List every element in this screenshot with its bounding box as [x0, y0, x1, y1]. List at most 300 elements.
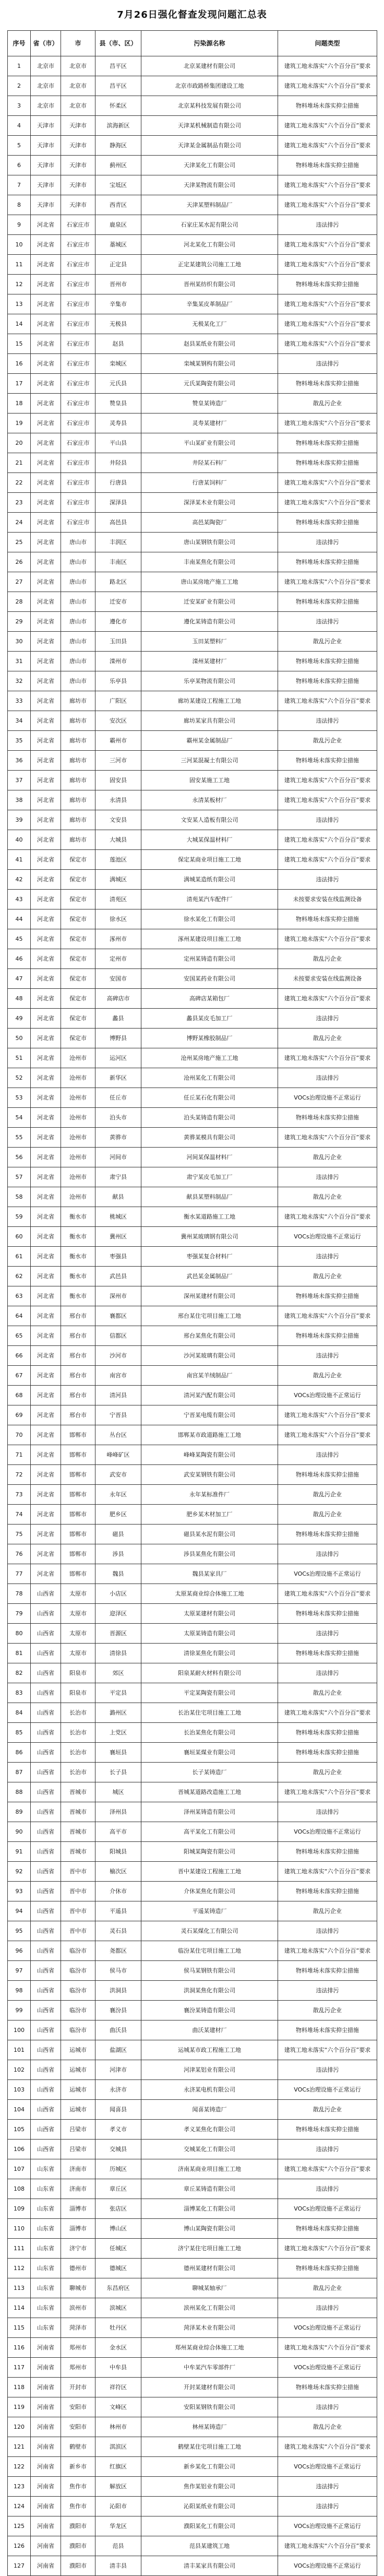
cell-city: 吕梁市 — [61, 2120, 95, 2140]
cell-issue-type: 建筑工地未落实“六个百分百”要求 — [278, 116, 377, 136]
cell-province: 河北省 — [31, 294, 61, 314]
table-row — [8, 1941, 377, 1961]
cell-county: 红旗区 — [95, 2457, 141, 2477]
cell-issue-type: 违法排污 — [278, 533, 377, 552]
cell-index: 3 — [8, 96, 31, 116]
cell-county: 信都区 — [95, 1326, 141, 1346]
cell-province: 河北省 — [31, 533, 61, 552]
table-row — [8, 2159, 377, 2179]
cell-index: 114 — [8, 2298, 31, 2318]
cell-city: 唐山市 — [61, 572, 95, 592]
cell-issue-type: VOCs治理设施不正常运行 — [278, 2318, 377, 2338]
cell-issue-type: 违法排污 — [278, 1624, 377, 1644]
cell-index: 78 — [8, 1584, 31, 1604]
table-row — [8, 989, 377, 1009]
cell-pollution-source: 北京某建材有限公司 — [141, 56, 278, 76]
table-row — [8, 1564, 377, 1584]
table-row — [8, 691, 377, 711]
cell-index: 15 — [8, 334, 31, 354]
cell-issue-type: 违法排污 — [278, 612, 377, 632]
cell-county: 栾城区 — [95, 354, 141, 374]
cell-city: 太原市 — [61, 1584, 95, 1604]
cell-city: 唐山市 — [61, 552, 95, 572]
table-row — [8, 1326, 377, 1346]
cell-county: 肃宁县 — [95, 1167, 141, 1187]
cell-index: 97 — [8, 1961, 31, 1981]
cell-county: 赵县 — [95, 334, 141, 354]
cell-province: 山西省 — [31, 1743, 61, 1763]
cell-province: 河北省 — [31, 1505, 61, 1525]
cell-county: 正定县 — [95, 255, 141, 275]
table-row — [8, 334, 377, 354]
cell-pollution-source: 天津某化工有限公司 — [141, 156, 278, 175]
cell-county: 永济市 — [95, 2080, 141, 2100]
cell-province: 河北省 — [31, 1167, 61, 1187]
table-row — [8, 1029, 377, 1048]
cell-city: 阳泉市 — [61, 1663, 95, 1683]
cell-county: 路北区 — [95, 572, 141, 592]
cell-county: 灵寿县 — [95, 413, 141, 433]
table-row — [8, 1862, 377, 1882]
cell-province: 河北省 — [31, 552, 61, 572]
cell-pollution-source: 枣强某复合材料厂 — [141, 1247, 278, 1267]
cell-index: 4 — [8, 116, 31, 136]
cell-province: 山东省 — [31, 2159, 61, 2179]
cell-province: 山西省 — [31, 1782, 61, 1802]
cell-county: 林州市 — [95, 2417, 141, 2437]
cell-county: 广阳区 — [95, 691, 141, 711]
cell-city: 太原市 — [61, 1604, 95, 1624]
cell-city: 太原市 — [61, 1624, 95, 1644]
cell-county: 霸州市 — [95, 731, 141, 751]
cell-pollution-source: 德州某建材有限公司 — [141, 2259, 278, 2278]
cell-issue-type: 物料堆场未落实抑尘措施 — [278, 1842, 377, 1862]
cell-county: 长子县 — [95, 1763, 141, 1782]
cell-index: 116 — [8, 2338, 31, 2358]
cell-issue-type: 散乱污企业 — [278, 2100, 377, 2120]
cell-province: 河南省 — [31, 2556, 61, 2576]
cell-province: 河南省 — [31, 2497, 61, 2516]
cell-pollution-source: 迁安某矿业有限公司 — [141, 592, 278, 612]
cell-city: 濮阳市 — [61, 2556, 95, 2576]
cell-province: 山西省 — [31, 1981, 61, 2001]
cell-city: 石家庄市 — [61, 374, 95, 394]
table-row — [8, 175, 377, 195]
cell-city: 安阳市 — [61, 2397, 95, 2417]
cell-city: 唐山市 — [61, 533, 95, 552]
cell-city: 晋中市 — [61, 1862, 95, 1882]
cell-index: 24 — [8, 513, 31, 533]
cell-issue-type: VOCs治理设施不正常运行 — [278, 1386, 377, 1405]
cell-pollution-source: 济南某商业项目施工工地 — [141, 2159, 278, 2179]
cell-province: 山西省 — [31, 1644, 61, 1663]
cell-county: 文峰区 — [95, 2397, 141, 2417]
cell-pollution-source: 河津某铝业有限公司 — [141, 2060, 278, 2080]
cell-city: 北京市 — [61, 96, 95, 116]
table-row — [8, 2298, 377, 2318]
cell-province: 山西省 — [31, 1901, 61, 1921]
table-row — [8, 56, 377, 76]
cell-index: 63 — [8, 1286, 31, 1306]
cell-pollution-source: 平遥某铸造厂 — [141, 1901, 278, 1921]
cell-province: 河北省 — [31, 830, 61, 850]
cell-province: 山东省 — [31, 2199, 61, 2219]
table-row — [8, 1822, 377, 1842]
cell-city: 石家庄市 — [61, 433, 95, 453]
cell-province: 河北省 — [31, 969, 61, 989]
cell-pollution-source: 襄垣某煤业有限公司 — [141, 1743, 278, 1763]
cell-county: 玉田县 — [95, 632, 141, 652]
cell-city: 邢台市 — [61, 1386, 95, 1405]
cell-county: 曲沃县 — [95, 2020, 141, 2040]
cell-issue-type: 建筑工地未落实“六个百分百”要求 — [278, 1207, 377, 1227]
cell-pollution-source: 井陉某石料厂 — [141, 453, 278, 473]
cell-county: 安次区 — [95, 711, 141, 731]
cell-city: 运城市 — [61, 2100, 95, 2120]
cell-county: 新华区 — [95, 1068, 141, 1088]
cell-county: 盐湖区 — [95, 2040, 141, 2060]
cell-county: 高平市 — [95, 1822, 141, 1842]
cell-county: 灵石县 — [95, 1921, 141, 1941]
cell-issue-type: 建筑工地未落实“六个百分百”要求 — [278, 1782, 377, 1802]
cell-pollution-source: 唐山某钢铁有限公司 — [141, 533, 278, 552]
cell-issue-type: 建筑工地未落实“六个百分百”要求 — [278, 136, 377, 156]
cell-pollution-source: 衡水某道路施工工地 — [141, 1207, 278, 1227]
cell-province: 河北省 — [31, 652, 61, 671]
cell-county: 西青区 — [95, 195, 141, 215]
cell-pollution-source: 廊坊某建设工程施工工地 — [141, 691, 278, 711]
cell-county: 上党区 — [95, 1723, 141, 1743]
cell-city: 廊坊市 — [61, 810, 95, 830]
cell-index: 109 — [8, 2199, 31, 2219]
cell-province: 山东省 — [31, 2179, 61, 2199]
cell-county: 任城区 — [95, 2239, 141, 2259]
cell-index: 85 — [8, 1723, 31, 1743]
cell-pollution-source: 曲沃某建材厂 — [141, 2020, 278, 2040]
cell-city: 邯郸市 — [61, 1564, 95, 1584]
cell-province: 河北省 — [31, 1525, 61, 1544]
table-row — [8, 1267, 377, 1286]
cell-county: 博野县 — [95, 1029, 141, 1048]
cell-city: 晋城市 — [61, 1782, 95, 1802]
cell-pollution-source: 沧州某化工有限公司 — [141, 1068, 278, 1088]
cell-county: 孝义市 — [95, 2120, 141, 2140]
cell-index: 104 — [8, 2100, 31, 2120]
cell-issue-type: 建筑工地未落实“六个百分百”要求 — [278, 850, 377, 870]
cell-province: 河北省 — [31, 1009, 61, 1029]
cell-issue-type: 违法排污 — [278, 711, 377, 731]
cell-city: 保定市 — [61, 989, 95, 1009]
cell-province: 河北省 — [31, 255, 61, 275]
cell-pollution-source: 泽州某铸造有限公司 — [141, 1802, 278, 1822]
cell-province: 天津市 — [31, 175, 61, 195]
cell-index: 94 — [8, 1901, 31, 1921]
cell-city: 天津市 — [61, 116, 95, 136]
cell-index: 80 — [8, 1624, 31, 1644]
cell-pollution-source: 固安某施工工地 — [141, 771, 278, 790]
page-title: 7月26日强化督查发现问题汇总表 — [117, 9, 267, 20]
cell-province: 山东省 — [31, 2278, 61, 2298]
cell-pollution-source: 北京某科技发展有限公司 — [141, 96, 278, 116]
cell-pollution-source: 行唐某饲料厂 — [141, 473, 278, 493]
cell-index: 10 — [8, 235, 31, 255]
cell-province: 河北省 — [31, 691, 61, 711]
cell-pollution-source: 长治某焦化有限公司 — [141, 1723, 278, 1743]
cell-issue-type: 建筑工地未落实“六个百分百”要求 — [278, 195, 377, 215]
cell-county: 固安县 — [95, 771, 141, 790]
cell-index: 51 — [8, 1048, 31, 1068]
cell-city: 濮阳市 — [61, 2536, 95, 2556]
cell-pollution-source: 玉田某塑料厂 — [141, 632, 278, 652]
cell-province: 河北省 — [31, 870, 61, 890]
table-row — [8, 2278, 377, 2298]
cell-pollution-source: 涿州某建设项目施工工地 — [141, 929, 278, 949]
table-row — [8, 2140, 377, 2159]
cell-city: 长治市 — [61, 1723, 95, 1743]
cell-province: 山西省 — [31, 1604, 61, 1624]
cell-county: 安国市 — [95, 969, 141, 989]
cell-index: 93 — [8, 1882, 31, 1901]
cell-pollution-source: 乐亭某物流有限公司 — [141, 671, 278, 691]
cell-pollution-source: 唐山某房地产施工工地 — [141, 572, 278, 592]
cell-city: 沧州市 — [61, 1187, 95, 1207]
cell-city: 滨州市 — [61, 2298, 95, 2318]
cell-province: 山西省 — [31, 2040, 61, 2060]
cell-pollution-source: 晋城某道路改造施工工地 — [141, 1782, 278, 1802]
table-row — [8, 2358, 377, 2378]
cell-index: 99 — [8, 2001, 31, 2020]
cell-county: 涿州市 — [95, 929, 141, 949]
cell-province: 河北省 — [31, 215, 61, 235]
cell-county: 清河县 — [95, 1386, 141, 1405]
cell-city: 保定市 — [61, 969, 95, 989]
cell-issue-type: 散乱污企业 — [278, 1683, 377, 1703]
cell-index: 65 — [8, 1326, 31, 1346]
table-row — [8, 1763, 377, 1782]
cell-pollution-source: 平定某陶瓷有限公司 — [141, 1683, 278, 1703]
cell-issue-type: 建筑工地未落实“六个百分百”要求 — [278, 76, 377, 96]
cell-index: 42 — [8, 870, 31, 890]
table-row — [8, 2318, 377, 2338]
table-row — [8, 1167, 377, 1187]
table-row — [8, 473, 377, 493]
cell-pollution-source: 武邑某金属制品厂 — [141, 1267, 278, 1286]
cell-pollution-source: 三河某混凝土有限公司 — [141, 751, 278, 771]
table-row — [8, 671, 377, 691]
cell-city: 邢台市 — [61, 1326, 95, 1346]
cell-issue-type: 建筑工地未落实“六个百分百”要求 — [278, 314, 377, 334]
table-row — [8, 294, 377, 314]
cell-index: 75 — [8, 1525, 31, 1544]
cell-city: 濮阳市 — [61, 2516, 95, 2536]
cell-issue-type: 散乱污企业 — [278, 1029, 377, 1048]
cell-county: 迎泽区 — [95, 1604, 141, 1624]
cell-issue-type: 散乱污企业 — [278, 1505, 377, 1525]
cell-index: 30 — [8, 632, 31, 652]
cell-province: 河北省 — [31, 592, 61, 612]
cell-city: 北京市 — [61, 76, 95, 96]
table-row — [8, 2120, 377, 2140]
cell-county: 中牟县 — [95, 2358, 141, 2378]
table-row — [8, 949, 377, 969]
cell-pollution-source: 黄骅某模具有限公司 — [141, 1128, 278, 1148]
table-row — [8, 1604, 377, 1624]
cell-index: 77 — [8, 1564, 31, 1584]
cell-province: 河北省 — [31, 394, 61, 413]
cell-city: 长治市 — [61, 1763, 95, 1782]
table-row — [8, 2477, 377, 2497]
cell-city: 石家庄市 — [61, 334, 95, 354]
cell-county: 高碑店市 — [95, 989, 141, 1009]
cell-issue-type: 建筑工地未落实“六个百分百”要求 — [278, 294, 377, 314]
cell-index: 52 — [8, 1068, 31, 1088]
cell-index: 47 — [8, 969, 31, 989]
table-row — [8, 929, 377, 949]
cell-pollution-source: 永清某板材厂 — [141, 790, 278, 810]
cell-county: 滨海新区 — [95, 116, 141, 136]
cell-index: 68 — [8, 1386, 31, 1405]
cell-province: 山东省 — [31, 2298, 61, 2318]
cell-pollution-source: 阳城某陶瓷有限公司 — [141, 1842, 278, 1862]
cell-county: 文安县 — [95, 810, 141, 830]
table-row — [8, 116, 377, 136]
table-row — [8, 2536, 377, 2556]
table-row — [8, 2179, 377, 2199]
table-row — [8, 275, 377, 294]
cell-pollution-source: 太原某铸造有限公司 — [141, 1624, 278, 1644]
table-row — [8, 1525, 377, 1544]
cell-issue-type: 建筑工地未落实“六个百分百”要求 — [278, 2338, 377, 2358]
cell-issue-type: 物料堆场未落实抑尘措施 — [278, 2259, 377, 2278]
table-row — [8, 1366, 377, 1386]
cell-issue-type: 建筑工地未落实“六个百分百”要求 — [278, 1048, 377, 1068]
cell-county: 晋源区 — [95, 1624, 141, 1644]
cell-issue-type: 违法排污 — [278, 1921, 377, 1941]
cell-pollution-source: 范县某建筑工地 — [141, 2536, 278, 2556]
cell-city: 石家庄市 — [61, 394, 95, 413]
cell-county: 丰润区 — [95, 533, 141, 552]
cell-pollution-source: 徐水某化工有限公司 — [141, 909, 278, 929]
cell-issue-type: 物料堆场未落实抑尘措施 — [278, 1465, 377, 1485]
cell-index: 86 — [8, 1743, 31, 1763]
cell-index: 16 — [8, 354, 31, 374]
cell-index: 90 — [8, 1822, 31, 1842]
table-row — [8, 1405, 377, 1425]
cell-county: 介休市 — [95, 1882, 141, 1901]
cell-pollution-source: 博山某陶瓷有限公司 — [141, 2219, 278, 2239]
cell-province: 山西省 — [31, 1921, 61, 1941]
cell-issue-type: 散乱污企业 — [278, 1187, 377, 1207]
cell-city: 晋中市 — [61, 1882, 95, 1901]
table-row — [8, 2417, 377, 2437]
cell-index: 45 — [8, 929, 31, 949]
table-row — [8, 552, 377, 572]
cell-pollution-source: 灵石某煤化工有限公司 — [141, 1921, 278, 1941]
cell-index: 58 — [8, 1187, 31, 1207]
cell-index: 14 — [8, 314, 31, 334]
cell-pollution-source: 文安某人造板有限公司 — [141, 810, 278, 830]
cell-county: 宁晋县 — [95, 1405, 141, 1425]
cell-city: 临汾市 — [61, 2001, 95, 2020]
table-row — [8, 1505, 377, 1525]
cell-pollution-source: 石家庄某水泥有限公司 — [141, 215, 278, 235]
cell-issue-type: 建筑工地未落实“六个百分百”要求 — [278, 56, 377, 76]
cell-city: 吕梁市 — [61, 2140, 95, 2159]
cell-index: 81 — [8, 1644, 31, 1663]
cell-county: 泊头市 — [95, 1108, 141, 1128]
cell-city: 天津市 — [61, 136, 95, 156]
cell-issue-type: 散乱污企业 — [278, 2001, 377, 2020]
cell-pollution-source: 涉县某焦化有限公司 — [141, 1544, 278, 1564]
cell-city: 石家庄市 — [61, 473, 95, 493]
cell-index: 124 — [8, 2497, 31, 2516]
cell-province: 河北省 — [31, 790, 61, 810]
cell-index: 120 — [8, 2417, 31, 2437]
cell-pollution-source: 阳泉某耐火材料有限公司 — [141, 1663, 278, 1683]
cell-province: 山西省 — [31, 2140, 61, 2159]
cell-issue-type: 建筑工地未落实“六个百分百”要求 — [278, 235, 377, 255]
table-row — [8, 1544, 377, 1564]
table-row — [8, 1723, 377, 1743]
cell-city: 石家庄市 — [61, 413, 95, 433]
cell-county: 沁阳市 — [95, 2497, 141, 2516]
table-row — [8, 1802, 377, 1822]
cell-pollution-source: 灵寿某建材厂 — [141, 413, 278, 433]
cell-index: 107 — [8, 2159, 31, 2179]
cell-issue-type: 建筑工地未落实“六个百分百”要求 — [278, 929, 377, 949]
cell-index: 127 — [8, 2556, 31, 2576]
table-row — [8, 1445, 377, 1465]
table-row — [8, 255, 377, 275]
cell-province: 河北省 — [31, 1128, 61, 1148]
cell-pollution-source: 天津某物流有限公司 — [141, 175, 278, 195]
cell-pollution-source: 太原某商业综合体施工工地 — [141, 1584, 278, 1604]
cell-county: 范县 — [95, 2536, 141, 2556]
cell-county: 滨城区 — [95, 2298, 141, 2318]
cell-index: 21 — [8, 453, 31, 473]
cell-county: 丰南区 — [95, 552, 141, 572]
cell-province: 河北省 — [31, 1108, 61, 1128]
cell-county: 泽州县 — [95, 1802, 141, 1822]
cell-index: 119 — [8, 2397, 31, 2417]
cell-index: 84 — [8, 1703, 31, 1723]
cell-index: 121 — [8, 2437, 31, 2457]
table-row — [8, 1842, 377, 1862]
cell-issue-type: 建筑工地未落实“六个百分百”要求 — [278, 334, 377, 354]
cell-city: 邢台市 — [61, 1405, 95, 1425]
table-row — [8, 2397, 377, 2417]
cell-pollution-source: 天津某金属制品有限公司 — [141, 136, 278, 156]
cell-city: 石家庄市 — [61, 453, 95, 473]
cell-county: 井陉县 — [95, 453, 141, 473]
table-row — [8, 2259, 377, 2278]
cell-index: 38 — [8, 790, 31, 810]
cell-province: 山东省 — [31, 2259, 61, 2278]
cell-issue-type: VOCs治理设施不正常运行 — [278, 2199, 377, 2219]
cell-province: 河南省 — [31, 2516, 61, 2536]
cell-issue-type: 建筑工地未落实“六个百分百”要求 — [278, 2239, 377, 2259]
cell-city: 郑州市 — [61, 2338, 95, 2358]
cell-issue-type: 建筑工地未落实“六个百分百”要求 — [278, 1128, 377, 1148]
table-row — [8, 1425, 377, 1445]
table-row — [8, 909, 377, 929]
cell-county: 华龙区 — [95, 2516, 141, 2536]
cell-province: 山西省 — [31, 2080, 61, 2100]
cell-county: 河间市 — [95, 1148, 141, 1167]
cell-issue-type: 建筑工地未落实“六个百分百”要求 — [278, 473, 377, 493]
cell-city: 石家庄市 — [61, 255, 95, 275]
cell-city: 保定市 — [61, 890, 95, 909]
